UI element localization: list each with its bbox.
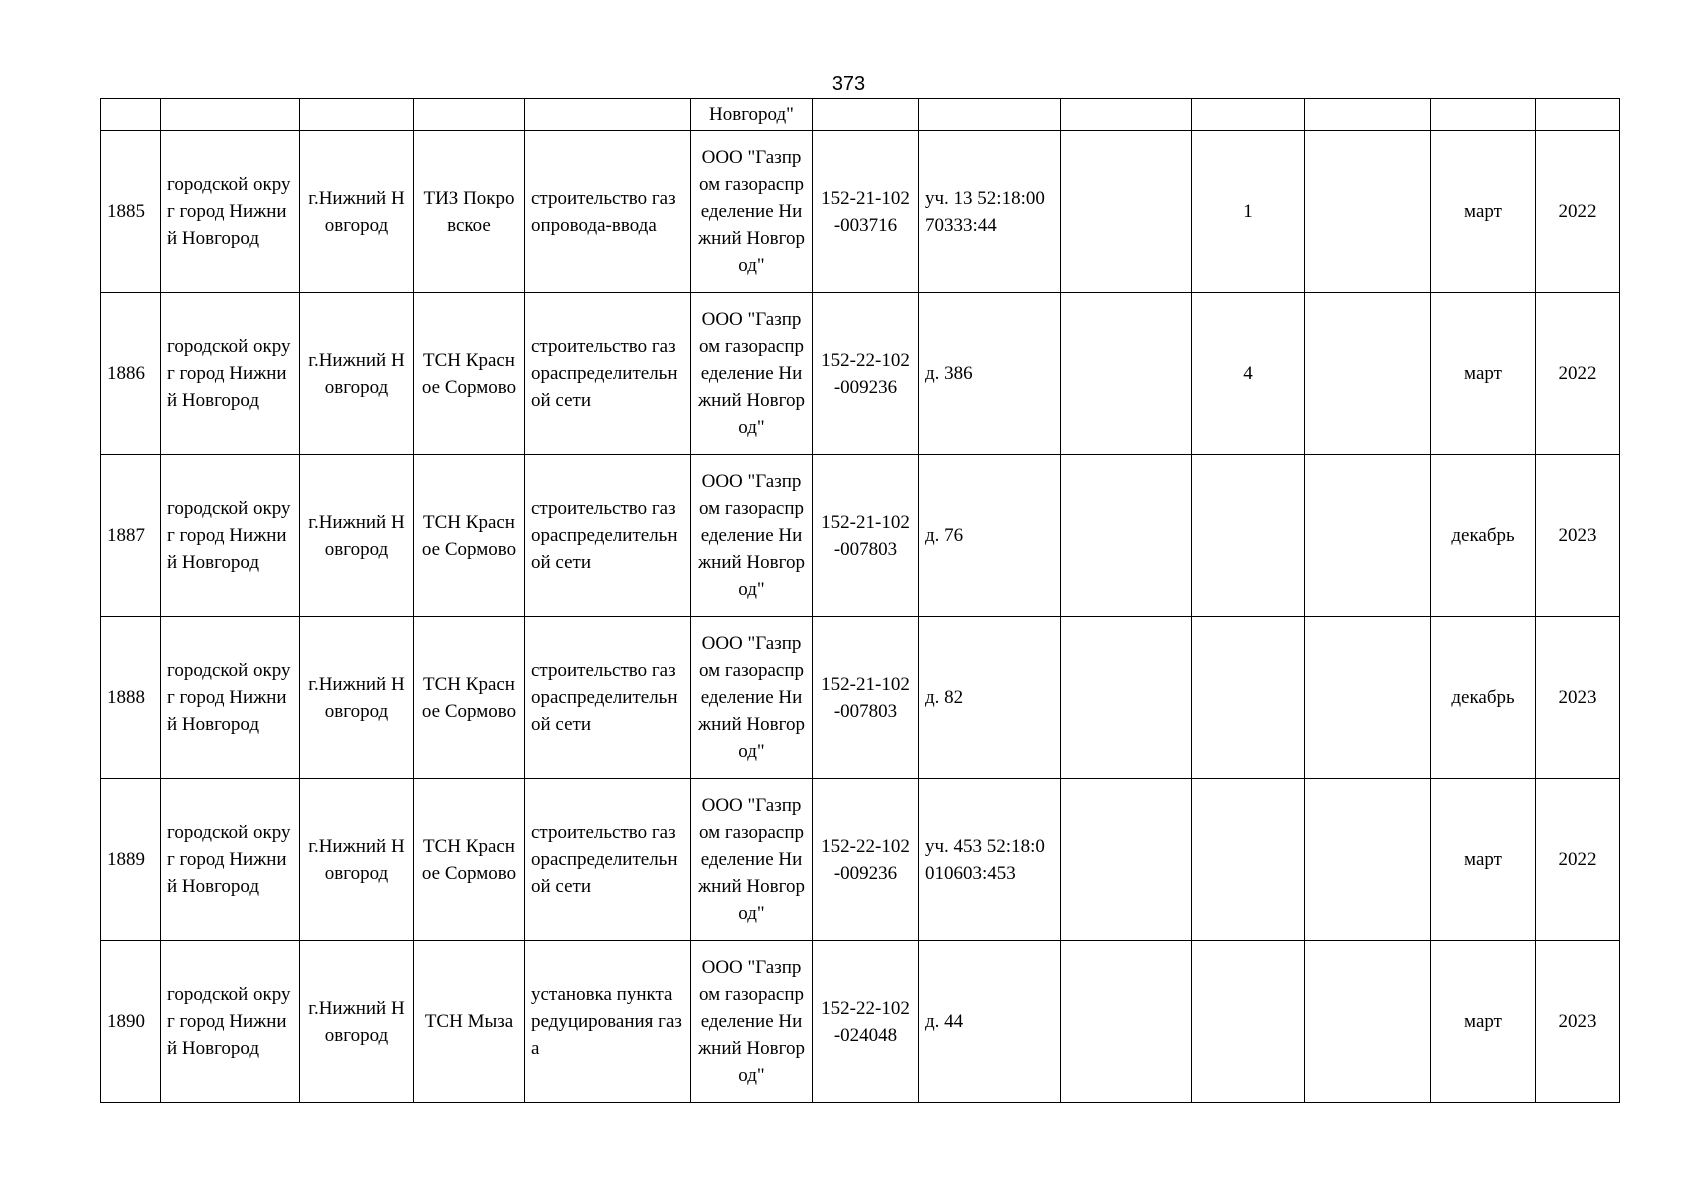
cell-year: 2023 [1536,455,1620,617]
cell-district: городской округ город Нижний Новгород [161,131,300,293]
cell-settlement: ТСН Мыза [414,941,525,1103]
cell-num: 1890 [101,941,161,1103]
cell-settlement: ТСН Красное Сормово [414,617,525,779]
cell-address: д. 386 [919,293,1061,455]
cell-district [161,99,300,131]
cell-settlement [414,99,525,131]
cell-year: 2022 [1536,131,1620,293]
cell-year [1536,99,1620,131]
cell-owner: ООО "Газпром газораспределение Нижний Новгород" [691,617,813,779]
cell-num: 1889 [101,779,161,941]
cell-owner: ООО "Газпром газораспределение Нижний Новгород" [691,941,813,1103]
cell-col10 [1192,99,1305,131]
cell-col11 [1305,617,1431,779]
cell-code [813,99,919,131]
cell-work [525,99,691,131]
cell-col9 [1061,779,1192,941]
page-number: 373 [831,73,866,95]
cell-month: март [1431,779,1536,941]
cell-work: установка пункта редуцирования газа [525,941,691,1103]
cell-district: городской округ город Нижний Новгород [161,455,300,617]
cell-month [1431,99,1536,131]
cell-address: д. 76 [919,455,1061,617]
cell-work: строительство газопровода-ввода [525,131,691,293]
gasification-registry-table [100,98,1620,1103]
cell-col10 [1192,455,1305,617]
cell-owner: Новгород" [691,99,813,131]
table-row-1886 [101,293,1620,455]
table-row-1885 [101,131,1620,293]
cell-year: 2022 [1536,293,1620,455]
cell-col11 [1305,779,1431,941]
cell-work: строительство газораспределительной сети [525,779,691,941]
cell-month: март [1431,941,1536,1103]
cell-address [919,99,1061,131]
cell-settlement: ТСН Красное Сормово [414,293,525,455]
cell-col11 [1305,455,1431,617]
cell-district: городской округ город Нижний Новгород [161,779,300,941]
cell-num: 1885 [101,131,161,293]
table-row-1887 [101,455,1620,617]
cell-address: уч. 13 52:18:0070333:44 [919,131,1061,293]
cell-settlement: ТИЗ Покровское [414,131,525,293]
cell-city: г.Нижний Новгород [300,941,414,1103]
cell-code: 152-22-102-024048 [813,941,919,1103]
cell-month: декабрь [1431,455,1536,617]
cell-num: 1887 [101,455,161,617]
cell-work: строительство газораспределительной сети [525,293,691,455]
cell-code: 152-22-102-009236 [813,779,919,941]
cell-work: строительство газораспределительной сети [525,617,691,779]
cell-code: 152-22-102-009236 [813,293,919,455]
cell-col10: 4 [1192,293,1305,455]
cell-owner: ООО "Газпром газораспределение Нижний Новгород" [691,131,813,293]
cell-col10 [1192,617,1305,779]
cell-city: г.Нижний Новгород [300,455,414,617]
cell-address: д. 44 [919,941,1061,1103]
cell-col10: 1 [1192,131,1305,293]
cell-month: декабрь [1431,617,1536,779]
table-row-1890 [101,941,1620,1103]
cell-col10 [1192,941,1305,1103]
cell-district: городской округ город Нижний Новгород [161,293,300,455]
cell-year: 2022 [1536,779,1620,941]
cell-col9 [1061,617,1192,779]
cell-city [300,99,414,131]
cell-year: 2023 [1536,941,1620,1103]
cell-col9 [1061,455,1192,617]
cell-owner: ООО "Газпром газораспределение Нижний Новгород" [691,293,813,455]
cell-city: г.Нижний Новгород [300,617,414,779]
cell-city: г.Нижний Новгород [300,779,414,941]
cell-num [101,99,161,131]
cell-col11 [1305,131,1431,293]
cell-code: 152-21-102-007803 [813,455,919,617]
table-row-1888 [101,617,1620,779]
cell-num: 1886 [101,293,161,455]
cell-num: 1888 [101,617,161,779]
cell-address: д. 82 [919,617,1061,779]
cell-month: март [1431,131,1536,293]
cell-col11 [1305,99,1431,131]
cell-settlement: ТСН Красное Сормово [414,779,525,941]
cell-owner: ООО "Газпром газораспределение Нижний Новгород" [691,779,813,941]
continuation-row [101,99,1620,131]
cell-city: г.Нижний Новгород [300,293,414,455]
cell-col9 [1061,941,1192,1103]
cell-month: март [1431,293,1536,455]
cell-code: 152-21-102-003716 [813,131,919,293]
cell-city: г.Нижний Новгород [300,131,414,293]
cell-col9 [1061,293,1192,455]
table-row-1889 [101,779,1620,941]
cell-district: городской округ город Нижний Новгород [161,941,300,1103]
cell-work: строительство газораспределительной сети [525,455,691,617]
cell-settlement: ТСН Красное Сормово [414,455,525,617]
cell-owner: ООО "Газпром газораспределение Нижний Новгород" [691,455,813,617]
cell-col11 [1305,941,1431,1103]
cell-code: 152-21-102-007803 [813,617,919,779]
cell-year: 2023 [1536,617,1620,779]
cell-col9 [1061,99,1192,131]
cell-col11 [1305,293,1431,455]
cell-col10 [1192,779,1305,941]
cell-address: уч. 453 52:18:0010603:453 [919,779,1061,941]
cell-district: городской округ город Нижний Новгород [161,617,300,779]
cell-col9 [1061,131,1192,293]
